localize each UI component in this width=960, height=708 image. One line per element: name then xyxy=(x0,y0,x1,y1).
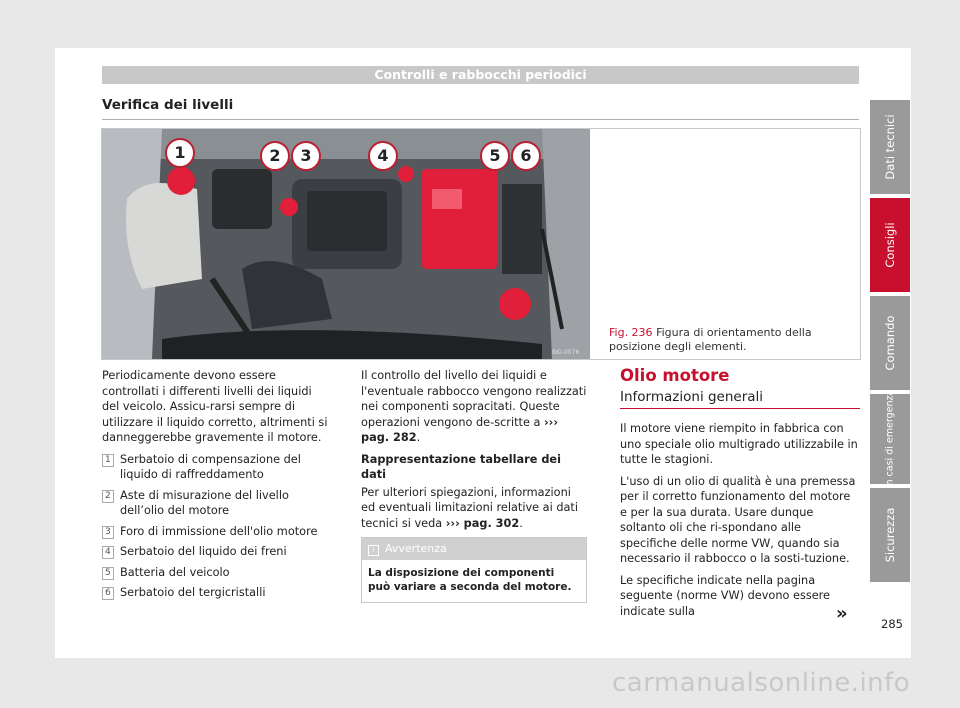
title-divider xyxy=(102,119,859,120)
general-info-title: Informazioni generali xyxy=(620,388,764,405)
callout-6: 6 xyxy=(511,141,541,171)
subtitle-divider xyxy=(620,408,860,409)
oil-paragraph-2: L'uso di un olio di qualità è una premessa per il corretto funzionamento del motore e per la sua durata. Usare dunque soltanto oli che ri-spondano alle specifiche delle norme VW, quando sia necessario il rabbocco o la sosti-tuzione. xyxy=(620,474,856,565)
callout-3: 3 xyxy=(291,141,321,171)
intro-paragraph: Periodicamente devono essere controllati i differenti livelli dei liquidi del veicolo. Assicu-rarsi sempre di utilizzare il liquido corretto, altrimenti si danneggerebbe gravemente il motore. xyxy=(102,369,328,444)
data-table-paragraph: Per ulteriori spiegazioni, informazioni ed eventuali limitazioni relative ai dati tecnici si veda ››› pag. 302. xyxy=(361,485,578,530)
page-number: 285 xyxy=(881,617,903,631)
continue-arrow-icon: » xyxy=(836,603,848,624)
component-legend xyxy=(102,452,328,601)
warning-text: La disposizione dei componenti può variare a seconda del motore. xyxy=(368,566,572,593)
callout-4: 4 xyxy=(368,141,398,171)
oil-paragraph-1: Il motore viene riempito in fabbrica con uno speciale olio multigrado utilizzabile in tutte le stagioni. xyxy=(620,422,858,466)
oil-paragraph-3: Le specifiche indicate nella pagina seguente (norme VW) devono essere indicate sulla xyxy=(620,573,831,618)
figure-caption-text: Figura di orientamento della posizione degli elementi. xyxy=(609,326,812,353)
page-link-302[interactable]: ››› pag. 302 xyxy=(445,516,520,530)
figure-box xyxy=(101,128,861,360)
page-title: Verifica dei livelli xyxy=(102,97,234,113)
column-1 xyxy=(102,368,328,606)
tab-emergenza[interactable]: In casi di emergenza xyxy=(870,394,910,484)
photo-code: BKI-0076 xyxy=(552,349,580,356)
column-3 xyxy=(620,368,860,625)
watermark: carmanualsonline.info xyxy=(612,668,911,698)
column-2 xyxy=(361,368,587,603)
section-bar: Controlli e rabbocchi periodici xyxy=(102,66,859,84)
warning-header: i Avvertenza xyxy=(362,538,586,560)
legend-item: 3 Foro di immissione dell'olio motore xyxy=(102,524,328,540)
callout-5: 5 xyxy=(480,141,510,171)
legend-item: 6 Serbatoio del tergicristalli xyxy=(102,585,328,601)
callout-2: 2 xyxy=(260,141,290,171)
tab-sicurezza[interactable]: Sicurezza xyxy=(870,488,910,582)
components-paragraph: Il controllo del livello dei liquidi e l'eventuale rabbocco vengono realizzati nei componenti sopracitati. Queste operazioni vengono de-scritte a ››› pag. 282. xyxy=(361,369,587,444)
callout-1: 1 xyxy=(165,138,195,168)
engine-photo xyxy=(102,129,590,359)
info-icon: i xyxy=(368,545,379,556)
tab-comando[interactable]: Comando xyxy=(870,296,910,390)
legend-item: 5 Batteria del veicolo xyxy=(102,565,328,581)
figure-caption xyxy=(609,326,854,354)
tab-consigli[interactable]: Consigli xyxy=(870,198,910,292)
figure-number: Fig. 236 xyxy=(609,326,653,339)
warning-box xyxy=(361,537,587,603)
legend-item: 1 Serbatoio di compensazione del liquido di raffreddamento xyxy=(102,452,328,483)
data-table-heading: Rappresentazione tabellare dei dati xyxy=(361,452,561,481)
oil-section-title: Olio motore xyxy=(620,366,730,385)
legend-item: 2 Aste di misurazione del livello dell’olio del motore xyxy=(102,488,328,519)
page-link-282[interactable]: ››› pag. 282 xyxy=(361,415,558,444)
tab-dati-tecnici[interactable]: Dati tecnici xyxy=(870,100,910,194)
legend-item: 4 Serbatoio del liquido dei freni xyxy=(102,544,328,560)
